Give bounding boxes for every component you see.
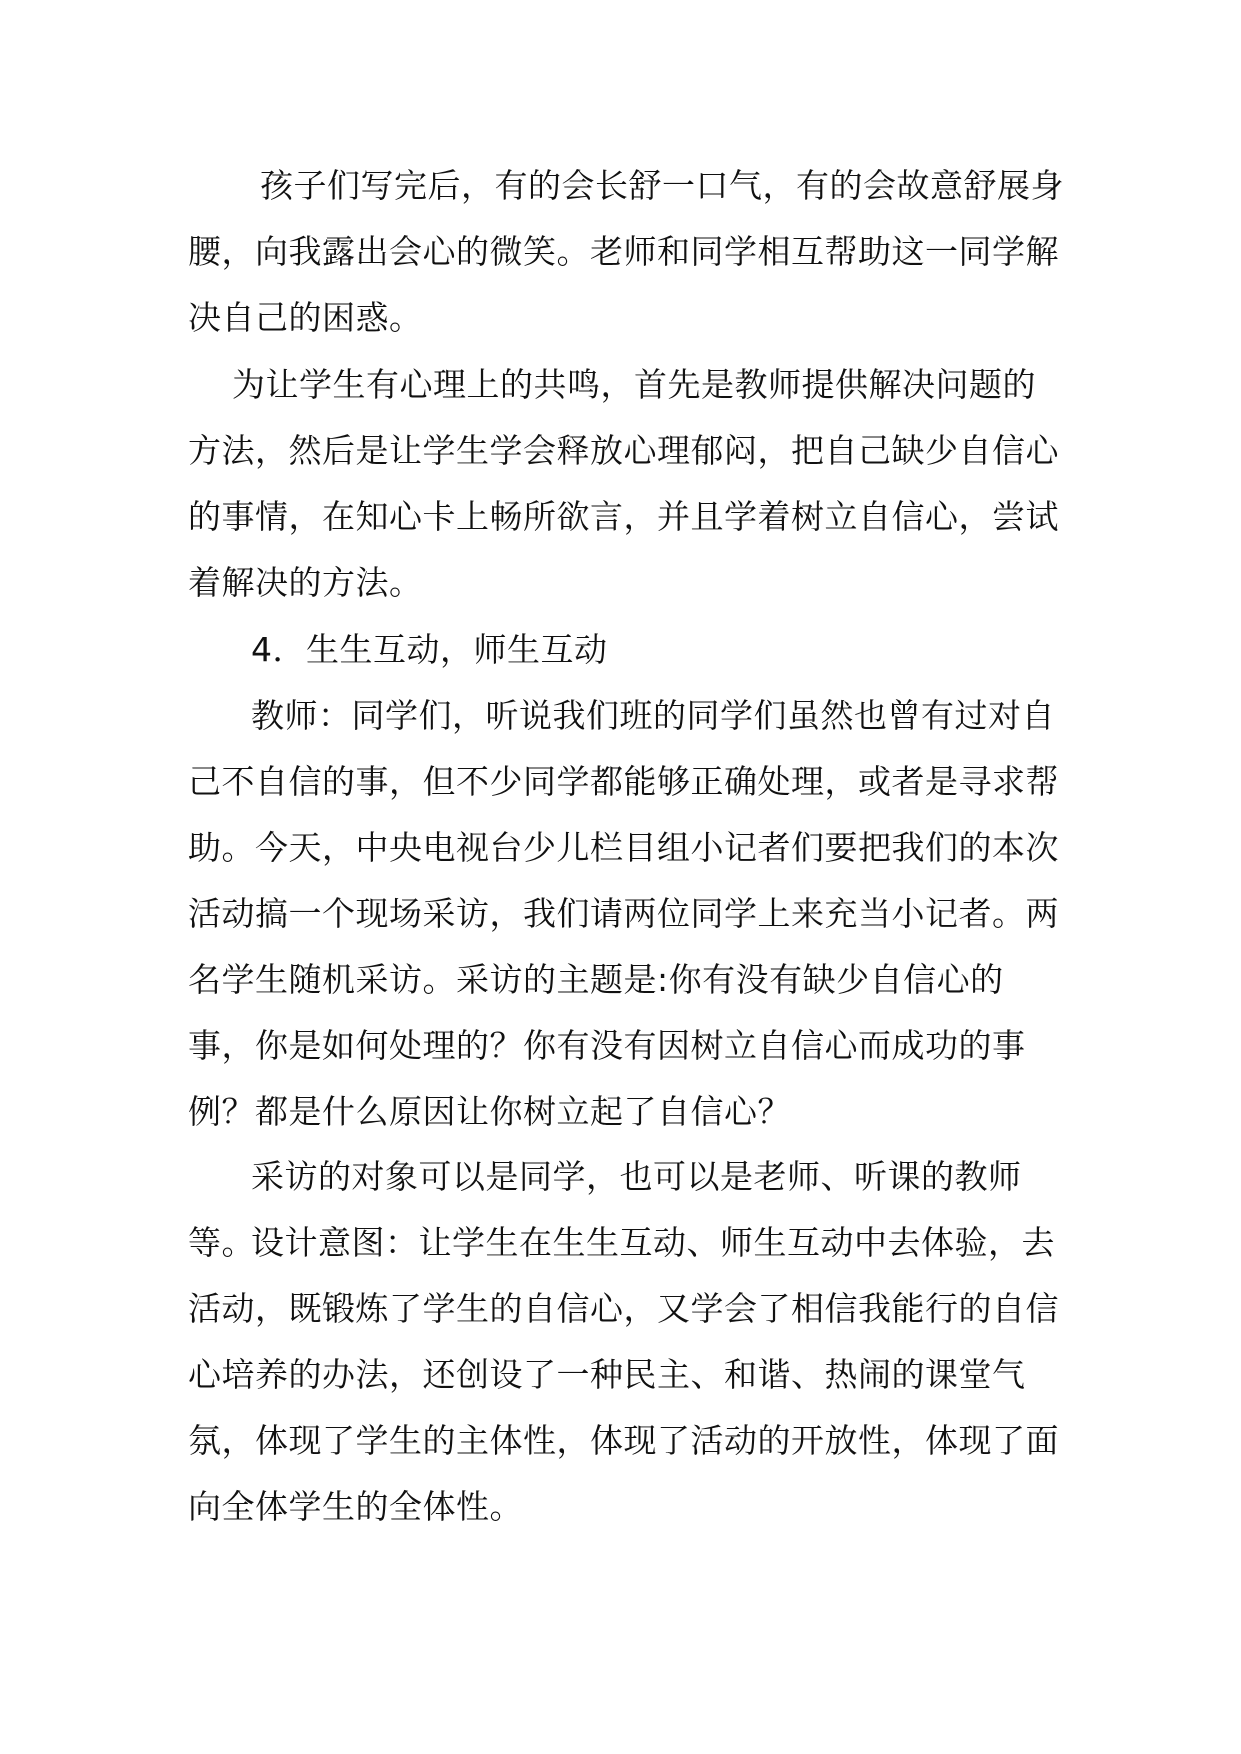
text-line: 都是什么原因让你树立起了自信心？	[255, 1092, 791, 1131]
text-line: 决自己的困惑。	[188, 298, 423, 337]
text-line: 腰，向我露出会心的微笑。老师和同学相互帮助这一同学解	[188, 232, 1059, 271]
text-line: 法，然后是让学生学会释放心理郁闷，把自己缺少自信心的	[188, 431, 1059, 536]
text-line: 教师：同学们，听说我们班的同学们虽然也曾有过对自	[251, 696, 1055, 735]
paragraph-teacher-dialogue	[188, 683, 1068, 1145]
text-line: 活动搞一个现场采访，我们请两位同学上来充当小记者。两	[188, 894, 1059, 933]
text-line: 事情，在知心卡上畅所欲言，并且学着树立自信心，尝试着	[188, 497, 1059, 602]
text-line: 为让学生有心理上的共鸣，首先是教师提供解决问题的方	[188, 365, 1036, 470]
text-line: 己不自信的事，但不少同学都能够正确处理，或者是寻求帮	[188, 762, 1059, 801]
text-line: 名学生随机采访。采访的主题是:你有没有缺少自信心的事，	[188, 960, 1004, 1065]
text-line: 解决的方法。	[221, 563, 423, 602]
text-line: 体学生的全体性。	[255, 1487, 523, 1526]
paragraph-psychological-resonance	[188, 352, 1068, 616]
text-line: 心培养的办法，还创设了一种民主、和谐、热闹的课堂气氛，	[188, 1355, 1026, 1460]
text-line: 采访的对象可以是同学，也可以是老师、听课的教师等。	[188, 1157, 1022, 1262]
text-line: 助。今天，中央电视台少儿栏目组小记者们要把我们的本次	[188, 828, 1059, 867]
paragraph-children-finish-writing	[188, 153, 1068, 351]
text-line: 你是如何处理的？你有没有因树立自信心而成功的事例？	[188, 1026, 1026, 1131]
text-line: 活动，既锻炼了学生的自信心，又学会了相信我能行的自信	[188, 1289, 1059, 1328]
text-line: 孩子们写完后，有的会长舒一口气，有的会故意舒展身	[260, 166, 1064, 205]
section-heading-interaction	[188, 617, 1068, 683]
paragraph-design-intent	[188, 1210, 1068, 1540]
text-line: 体现了学生的主体性，体现了活动的开放性，体现了面向全	[188, 1421, 1059, 1526]
text-line: 4．生生互动，师生互动	[251, 630, 608, 669]
text-line: 设计意图：让学生在生生互动、师生互动中去体验，去	[251, 1223, 1055, 1262]
